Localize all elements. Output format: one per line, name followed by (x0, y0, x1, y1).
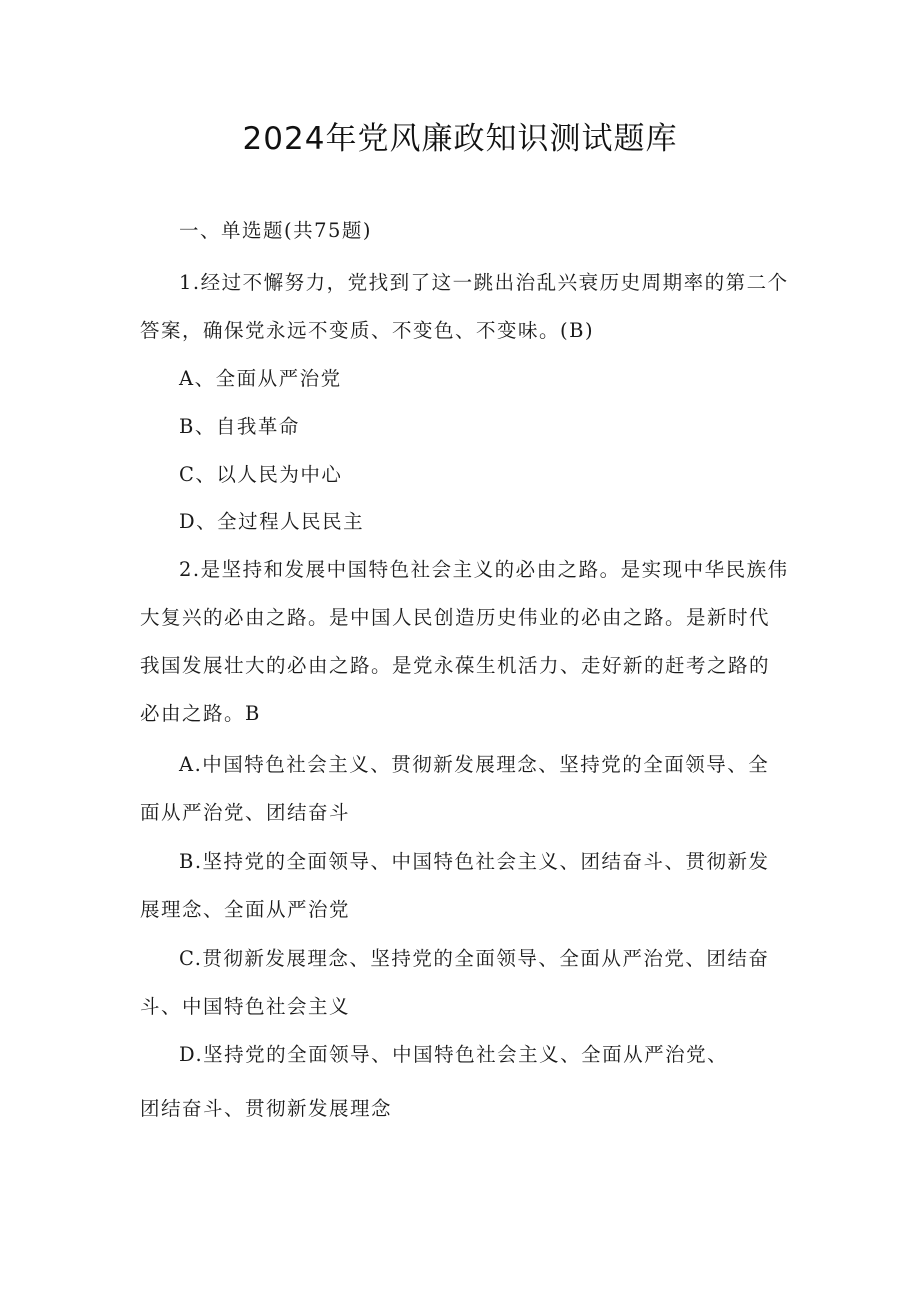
question-1-option-c: C、以人民为中心 (179, 463, 343, 486)
question-1-option-a: A、全面从严治党 (179, 367, 342, 390)
question-2-option-c: C.贯彻新发展理念、坚持党的全面领导、全面从严治党、团结奋斗、中国特色社会主义 (140, 947, 770, 1018)
question-1-option-b: B、自我革命 (179, 415, 300, 438)
question-1-option-d: D、全过程人民民主 (179, 510, 365, 533)
question-2-option-b: B.坚持党的全面领导、中国特色社会主义、团结奋斗、贯彻新发展理念、全面从严治党 (140, 850, 770, 921)
document-title: 2024年党风廉政知识测试题库 (242, 121, 678, 157)
question-2-stem: 2.是坚持和发展中国特色社会主义的必由之路。是实现中华民族伟大复兴的必由之路。是中国人民创造历史伟业的必由之路。是新时代我国发展壮大的必由之路。是党永葆生机活力、走好新的赶考之路的必由之路。B (140, 558, 789, 725)
question-2-option-d-continued: 团结奋斗、贯彻新发展理念 (140, 1097, 393, 1120)
question-1-stem: 1.经过不懈努力，党找到了这一跳出治乱兴衰历史周期率的第二个答案，确保党永远不变质、不变色、不变味。(B) (140, 271, 789, 342)
question-2-option-d: D.坚持党的全面领导、中国特色社会主义、全面从严治党、 (179, 1043, 729, 1066)
question-2-option-a: A.中国特色社会主义、贯彻新发展理念、坚持党的全面领导、全面从严治党、团结奋斗 (140, 753, 770, 824)
section-heading: 一、单选题(共75题) (179, 219, 373, 242)
